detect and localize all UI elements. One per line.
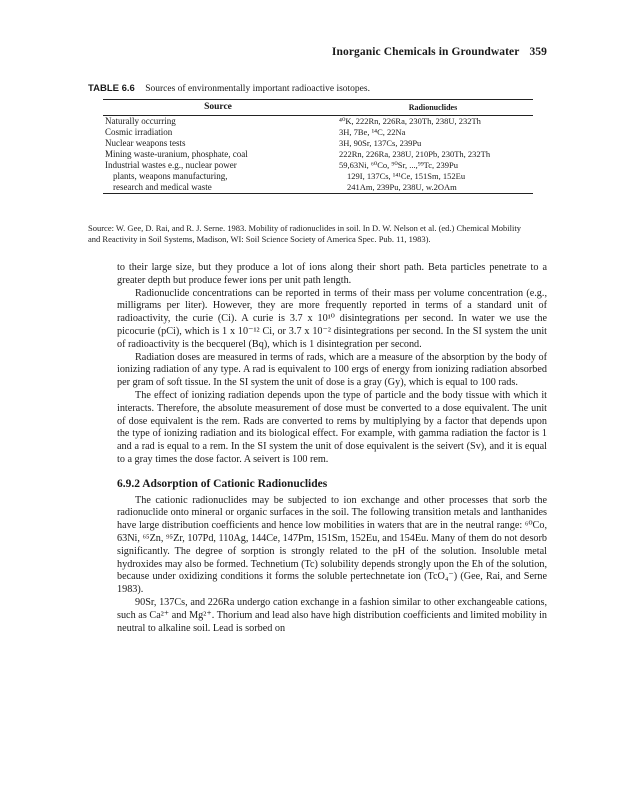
table-row (103, 160, 533, 171)
table-row (103, 149, 533, 160)
table-cell-source: Naturally occurring (105, 116, 176, 126)
table-header-nuclides: Radionuclides (408, 103, 458, 112)
table-cell-nuclides: 129I, 137Cs, ¹⁴¹Ce, 151Sm, 152Eu (347, 171, 466, 181)
table-cell-source: Industrial wastes e.g., nuclear power (105, 160, 237, 170)
table-label: TABLE 6.6 (88, 83, 135, 94)
paragraph: Radiation doses are measured in terms of rads, which are a measure of the absorption by the body of ionizing radiation of any type. A rad is equivalent to 100 ergs of energy from ionizing radiation absorbed per gram of soft tissue. In the SI system the unit of dose is a gray (Gy), which is equal to 100 rads. (117, 351, 547, 389)
table-row (103, 127, 533, 138)
table-cell-nuclides: 59,63Ni, ⁶⁰Co, ⁹⁰Sr, ...,⁹⁹Tc, 239Pu (339, 160, 459, 170)
table-row (103, 138, 533, 149)
body-text (117, 262, 547, 635)
paragraph: The cationic radionuclides may be subjected to ion exchange and other processes that sorb the radionuclide onto mineral or organic surfaces in the soil. The following transition metals and lanthanides have large distribution coefficients and hence low mobilities in waters that are in the neutral range: ⁶⁰Co, 63Ni, ⁶⁵Zn, ⁹⁵Zr, 107Pd, 110Ag, 144Ce, 147Pm, 151Sm, 152Eu, and 154Eu. Many of them do not desorb significantly. The degree of sorption is strongly related to the pH of the solution. Insoluble metal hydroxides may also be formed. Technetium (Tc) solubility depends strongly upon the Eh of the solution, because under oxidizing conditions it forms the soluble pertechnetate ion (TcO₄⁻) (Gee, Rai, and Serne 1983). (117, 494, 547, 596)
table-cell-nuclides: 3H, 90Sr, 137Cs, 239Pu (339, 138, 422, 148)
paragraph: 90Sr, 137Cs, and 226Ra undergo cation exchange in a fashion similar to other exchangeable cations, such as Ca²⁺ and Mg²⁺. Thorium and lead also have high distribution coefficients and limited mobility in neutral to alkaline soil. Lead is sorbed on (117, 596, 547, 634)
radionuclide-sources-table (103, 99, 533, 194)
table-source-note: Source: W. Gee, D. Rai, and R. J. Serne. 1983. Mobility of radionuclides in soil. In D. W. Nelson et al. (ed.) Chemical Mobility and Reactivity in Soil Systems, Madison, WI: Soil Science Society of America Spec. Pub. 11, 1983). (88, 223, 521, 244)
table-cell-source: Cosmic irradiation (105, 127, 173, 137)
table-cell-nuclides: ⁴⁰K, 222Rn, 226Ra, 230Th, 238U, 232Th (339, 116, 481, 126)
paragraph: Radionuclide concentrations can be reported in terms of their mass per volume concentration (e.g., milligrams per liter). However, they are more frequently reported in terms of a standard unit of radioactivity, the curie (Ci). A curie is 3.7 x 10¹⁰ disintegrations per second. In water we use the picocurie (pCi), which is 1 x 10⁻¹² Ci, or 3.7 x 10⁻² disintegrations per second. In the SI system the unit of radioactivity is the becquerel (Bq), which is 1 disintegration per second. (117, 287, 547, 350)
running-head-title: Inorganic Chemicals in Groundwater (331, 46, 520, 58)
paragraph: to their large size, but they produce a lot of ions along their short path. Beta particles penetrate to a greater depth but produce fewer ions per unit path length. (117, 262, 547, 286)
table-cell-source: Mining waste-uranium, phosphate, coal (105, 149, 248, 159)
table-cell-nuclides: 241Am, 239Pu, 238U, w.2OAm (347, 182, 457, 192)
table-row (103, 171, 533, 182)
paragraph: The effect of ionizing radiation depends upon the type of particle and the body tissue with which it interacts. Therefore, the absolute measurement of dose must be converted to a dose equivalent. The unit of dose equivalent is the rem. Rads are converted to rems by multiplying by a factor that depends upon the type of ionizing radiation and its biological effect. For example, with gamma radiation the factor is 1 and a rad is equal to a rem. In the SI system the unit of dose equivalent is the seivert (Sv), and it is equal to a gray times the dose factor. A seivert is 100 rem. (117, 389, 547, 465)
running-head (332, 46, 547, 58)
table-caption (88, 83, 533, 94)
section-heading: 6.9.2 Adsorption of Cationic Radionuclides (117, 477, 328, 490)
table-cell-nuclides: 3H, 7Be, ¹⁴C, 22Na (339, 127, 406, 137)
table-title: Sources of environmentally important radioactive isotopes. (145, 84, 370, 94)
table-header-row (103, 100, 533, 116)
table-header-source: Source (204, 102, 232, 112)
table-cell-source: plants, weapons manufacturing, (113, 171, 228, 181)
page-number: 359 (529, 46, 547, 58)
table-cell-source: research and medical waste (113, 182, 212, 192)
table-cell-source: Nuclear weapons tests (105, 138, 186, 148)
table-cell-nuclides: 222Rn, 226Ra, 238U, 210Pb, 230Th, 232Th (339, 149, 491, 159)
table-row (103, 182, 533, 193)
table-row (103, 116, 533, 127)
